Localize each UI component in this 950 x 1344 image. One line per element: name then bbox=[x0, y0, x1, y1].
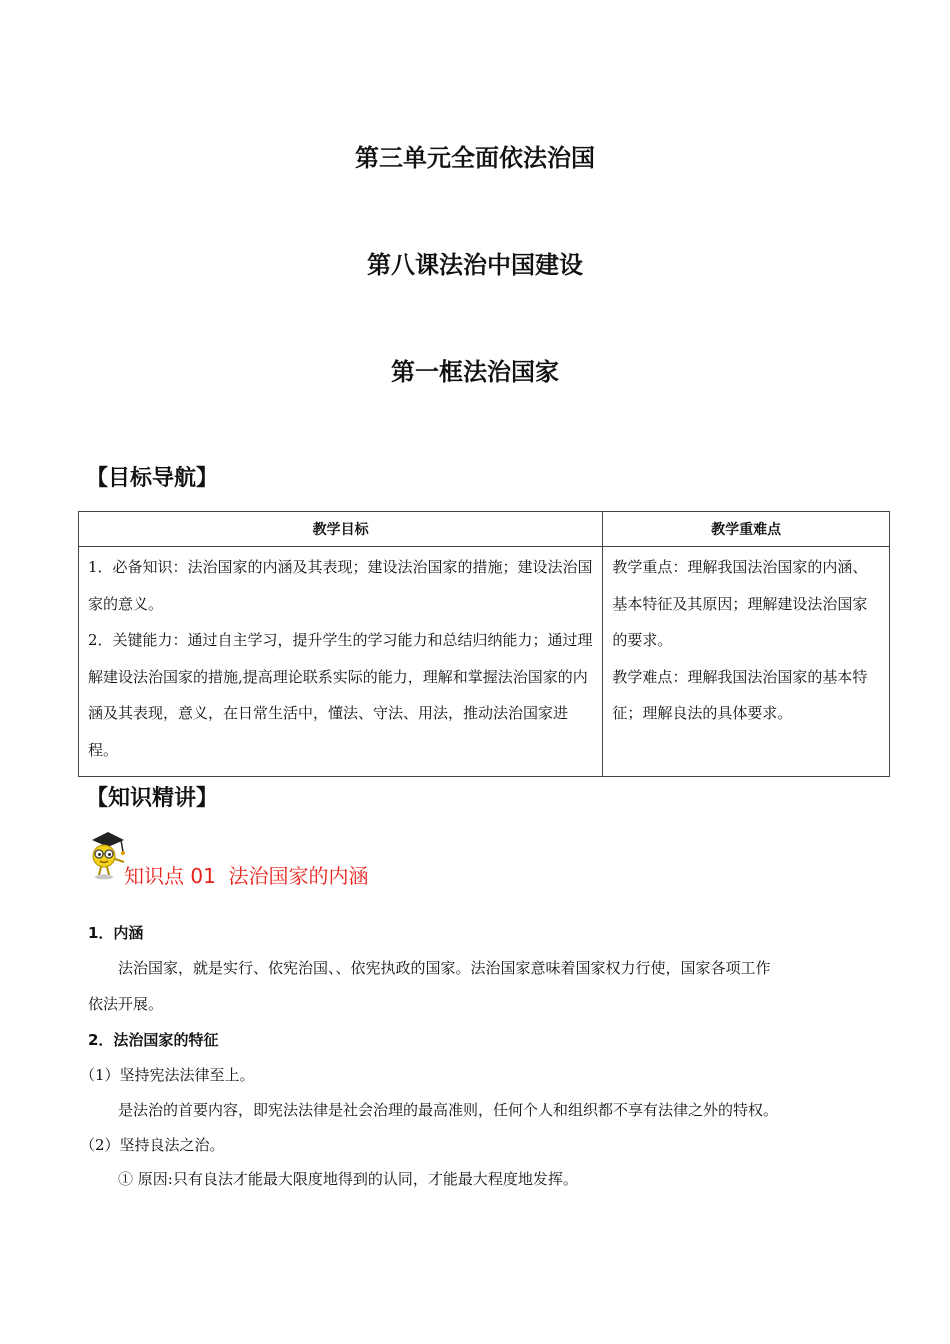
knowledge-point-header bbox=[88, 828, 588, 888]
goals-table bbox=[78, 511, 890, 777]
feature-item-1-text: 是法治的首要内容，即宪法法律是社会治理的最高准则，任何个人和组织都不享有法律之外的特权。 bbox=[118, 1101, 779, 1119]
connotation-text-line2: 依法开展。 bbox=[88, 995, 164, 1013]
goal-paragraph: 1．必备知识：法治国家的内涵及其表现；建设法治国家的措施；建设法治国家的意义。 bbox=[88, 558, 593, 613]
connotation-text-line1: 法治国家，就是实行、依宪治国、、依宪执政的国家。法治国家意味着国家权力行使，国家各项工作 bbox=[118, 959, 771, 977]
knowledge-heading: 【知识精讲】 bbox=[86, 786, 219, 811]
feature-item-2: （2）坚持良法之治。 bbox=[80, 1136, 225, 1154]
knowledge-point-title: 知识点 01 法治国家的内涵 bbox=[124, 864, 369, 888]
key-points-cell bbox=[603, 547, 890, 777]
goals-heading: 【目标导航】 bbox=[86, 466, 219, 491]
frame-title: 第一框法治国家 bbox=[391, 358, 559, 386]
table-row bbox=[79, 547, 890, 777]
feature-item-2-sub1: ① 原因:只有良法才能最大限度地得到的认同，才能最大程度地发挥。 bbox=[118, 1170, 578, 1188]
table-header-row bbox=[79, 512, 890, 547]
subheading-connotation: 1．内涵 bbox=[88, 924, 144, 942]
unit-title: 第三单元全面依法治国 bbox=[355, 144, 595, 172]
key-point-paragraph: 教学重点：理解我国法治国家的内涵、基本特征及其原因；理解建设法治国家的要求。 bbox=[612, 558, 868, 649]
feature-item-1: （1）坚持宪法法律至上。 bbox=[80, 1066, 255, 1084]
subheading-features: 2．法治国家的特征 bbox=[88, 1031, 219, 1049]
teaching-goals-cell bbox=[79, 547, 603, 777]
key-difficult-points-header: 教学重难点 bbox=[603, 512, 890, 547]
lesson-title: 第八课法治中国建设 bbox=[367, 251, 583, 279]
difficult-point-paragraph: 教学难点：理解我国法治国家的基本特征；理解良法的具体要求。 bbox=[612, 667, 868, 722]
teaching-goals-header: 教学目标 bbox=[79, 512, 603, 547]
goal-paragraph: 2．关键能力：通过自主学习，提升学生的学习能力和总结归纳能力；通过理解建设法治国家的措施,提高理论联系实际的能力，理解和掌握法治国家的内涵及其表现，意义，在日常生活中，懂法、守法、用法，推动法治国家进程。 bbox=[88, 631, 593, 759]
